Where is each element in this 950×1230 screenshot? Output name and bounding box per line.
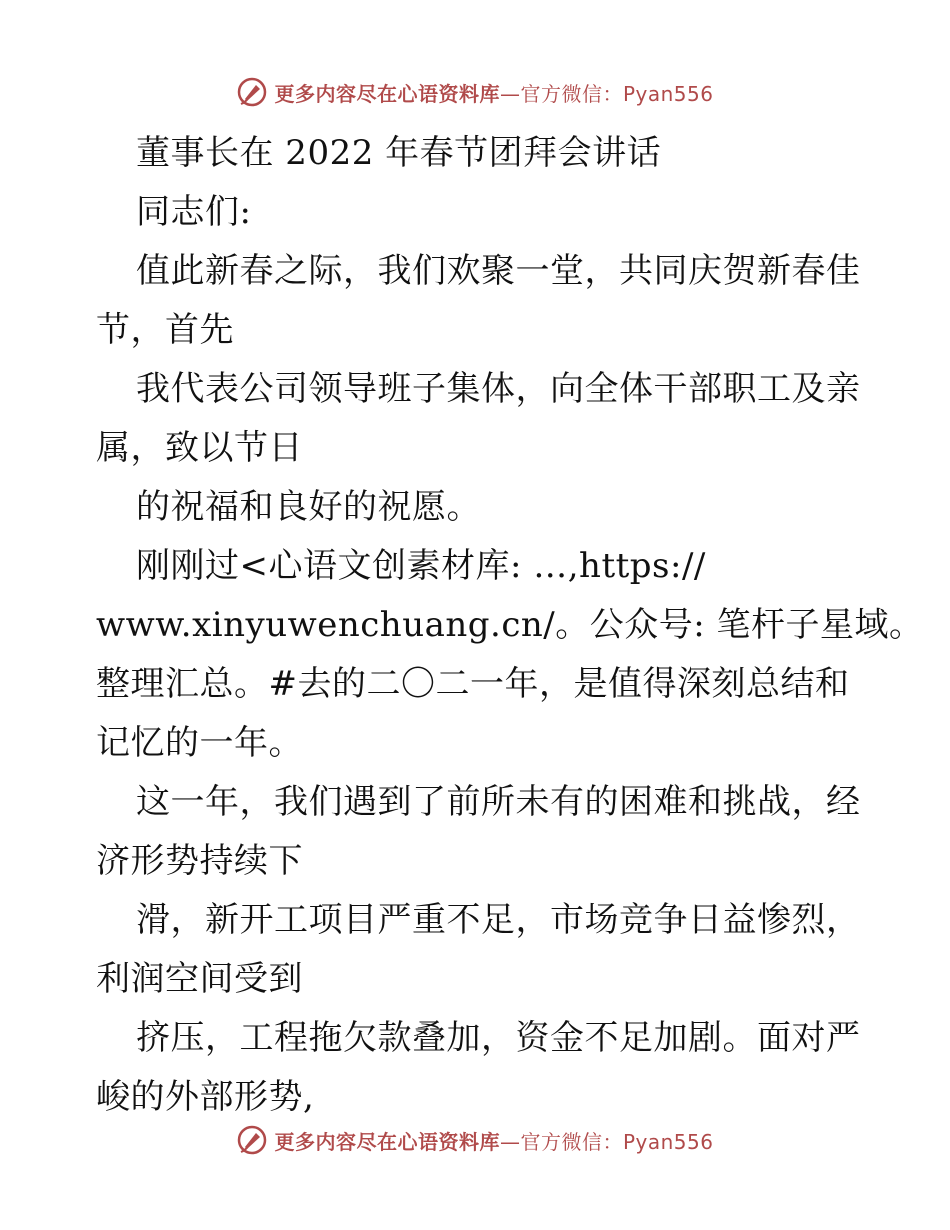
header-banner-text <box>274 78 713 107</box>
doc-line: 我代表公司领导班子集体，向全体干部职工及亲 <box>136 369 861 409</box>
header-banner-main: 更多内容尽在心语资料库 <box>274 81 500 106</box>
pen-nib-circle-logo-icon <box>236 76 268 108</box>
doc-line: 属，致以节日 <box>96 428 303 468</box>
doc-line: 峻的外部形势, <box>96 1077 315 1117</box>
doc-line: 刚刚过<心语文创素材库: …,https:// <box>136 546 706 586</box>
doc-line: 滑，新开工项目严重不足，市场竞争日益惨烈， <box>136 900 861 940</box>
doc-line: 这一年，我们遇到了前所未有的困难和挑战，经 <box>136 782 861 822</box>
footer-banner-text <box>274 1126 713 1155</box>
doc-line: 记忆的一年。 <box>96 723 303 763</box>
doc-line: 济形势持续下 <box>96 841 303 881</box>
doc-line: 值此新春之际，我们欢聚一堂，共同庆贺新春佳 <box>136 251 861 291</box>
doc-line: 挤压，工程拖欠款叠加，资金不足加剧。面对严 <box>136 1018 861 1058</box>
footer-banner-main: 更多内容尽在心语资料库 <box>274 1129 500 1154</box>
footer-banner-suffix: —官方微信：Pyan556 <box>499 1129 714 1154</box>
document-body <box>96 124 924 1127</box>
doc-line: 同志们: <box>136 192 252 232</box>
doc-line: 的祝福和良好的祝愿。 <box>136 487 481 527</box>
doc-title: 董事长在 2022 年春节团拜会讲话 <box>136 133 662 173</box>
doc-line: www.xinyuwenchuang.cn/。公众号: 笔杆子星域。 <box>96 605 924 645</box>
doc-line: 利润空间受到 <box>96 959 303 999</box>
pen-nib-circle-logo-icon <box>236 1124 268 1156</box>
footer-banner <box>0 1120 950 1160</box>
header-banner-suffix: —官方微信：Pyan556 <box>499 81 714 106</box>
header-banner <box>0 72 950 112</box>
doc-line: 节，首先 <box>96 310 234 350</box>
doc-line: 整理汇总。#去的二〇二一年，是值得深刻总结和 <box>96 664 850 704</box>
